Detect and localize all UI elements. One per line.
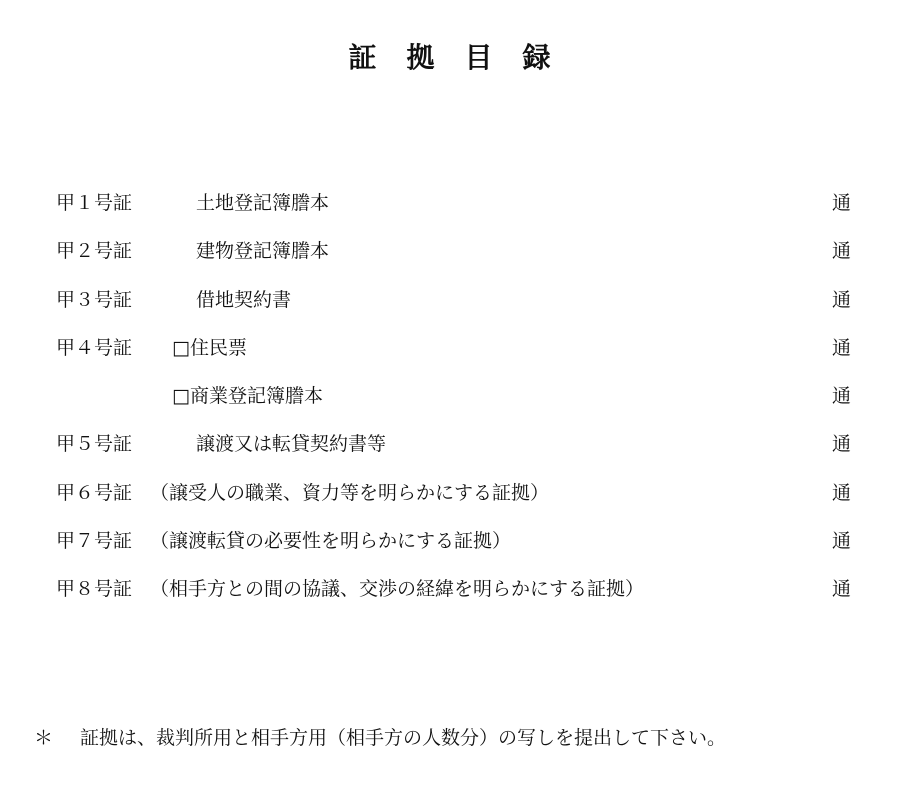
evidence-row-3 (0, 284, 900, 332)
evidence-description: 借地契約書 (196, 288, 292, 311)
evidence-label: 甲２号証 (56, 240, 133, 263)
evidence-label: 甲６号証 (56, 481, 133, 504)
evidence-label: 甲１号証 (56, 192, 133, 214)
evidence-count: 通 (832, 288, 852, 311)
evidence-count: 通 (832, 192, 852, 214)
evidence-label: 甲８号証 (56, 578, 133, 601)
evidence-row-7 (0, 525, 900, 573)
evidence-row-8 (0, 573, 900, 621)
evidence-count: 通 (832, 433, 852, 456)
evidence-row-5 (0, 428, 900, 476)
evidence-count: 通 (832, 336, 852, 359)
evidence-label: 甲５号証 (56, 433, 133, 456)
evidence-description: （譲受人の職業、資力等を明らかにする証拠） (150, 481, 550, 504)
evidence-count: 通 (832, 385, 852, 408)
evidence-row-4b (0, 380, 900, 428)
evidence-count: 通 (832, 481, 852, 504)
evidence-row-2 (0, 235, 900, 283)
evidence-description: （相手方との間の協議、交渉の経緯を明らかにする証拠） (150, 578, 645, 601)
evidence-row-6 (0, 477, 900, 525)
evidence-description: 譲渡又は転貸契約書等 (196, 433, 387, 456)
footnote-text: 証拠は、裁判所用と相手方用（相手方の人数分）の写しを提出して下さい。 (80, 727, 727, 749)
evidence-description: 土地登記簿謄本 (196, 192, 330, 214)
evidence-description-checkbox-resident-record: □住民票 (172, 336, 247, 359)
evidence-description: 建物登記簿謄本 (196, 240, 330, 263)
evidence-row-1 (0, 187, 900, 235)
evidence-count: 通 (832, 578, 852, 601)
evidence-row-4 (0, 332, 900, 380)
evidence-count: 通 (832, 240, 852, 263)
evidence-description: （譲渡転貸の必要性を明らかにする証拠） (150, 530, 512, 553)
evidence-label: 甲７号証 (56, 530, 133, 553)
evidence-count: 通 (832, 530, 852, 553)
evidence-description-checkbox-commercial-registry: □商業登記簿謄本 (172, 385, 323, 408)
document-title: 証 拠 目 録 (348, 41, 552, 74)
evidence-label: 甲３号証 (56, 288, 133, 311)
asterisk-icon: ＊ (34, 727, 54, 749)
evidence-list (0, 187, 900, 622)
evidence-label: 甲４号証 (56, 336, 133, 359)
